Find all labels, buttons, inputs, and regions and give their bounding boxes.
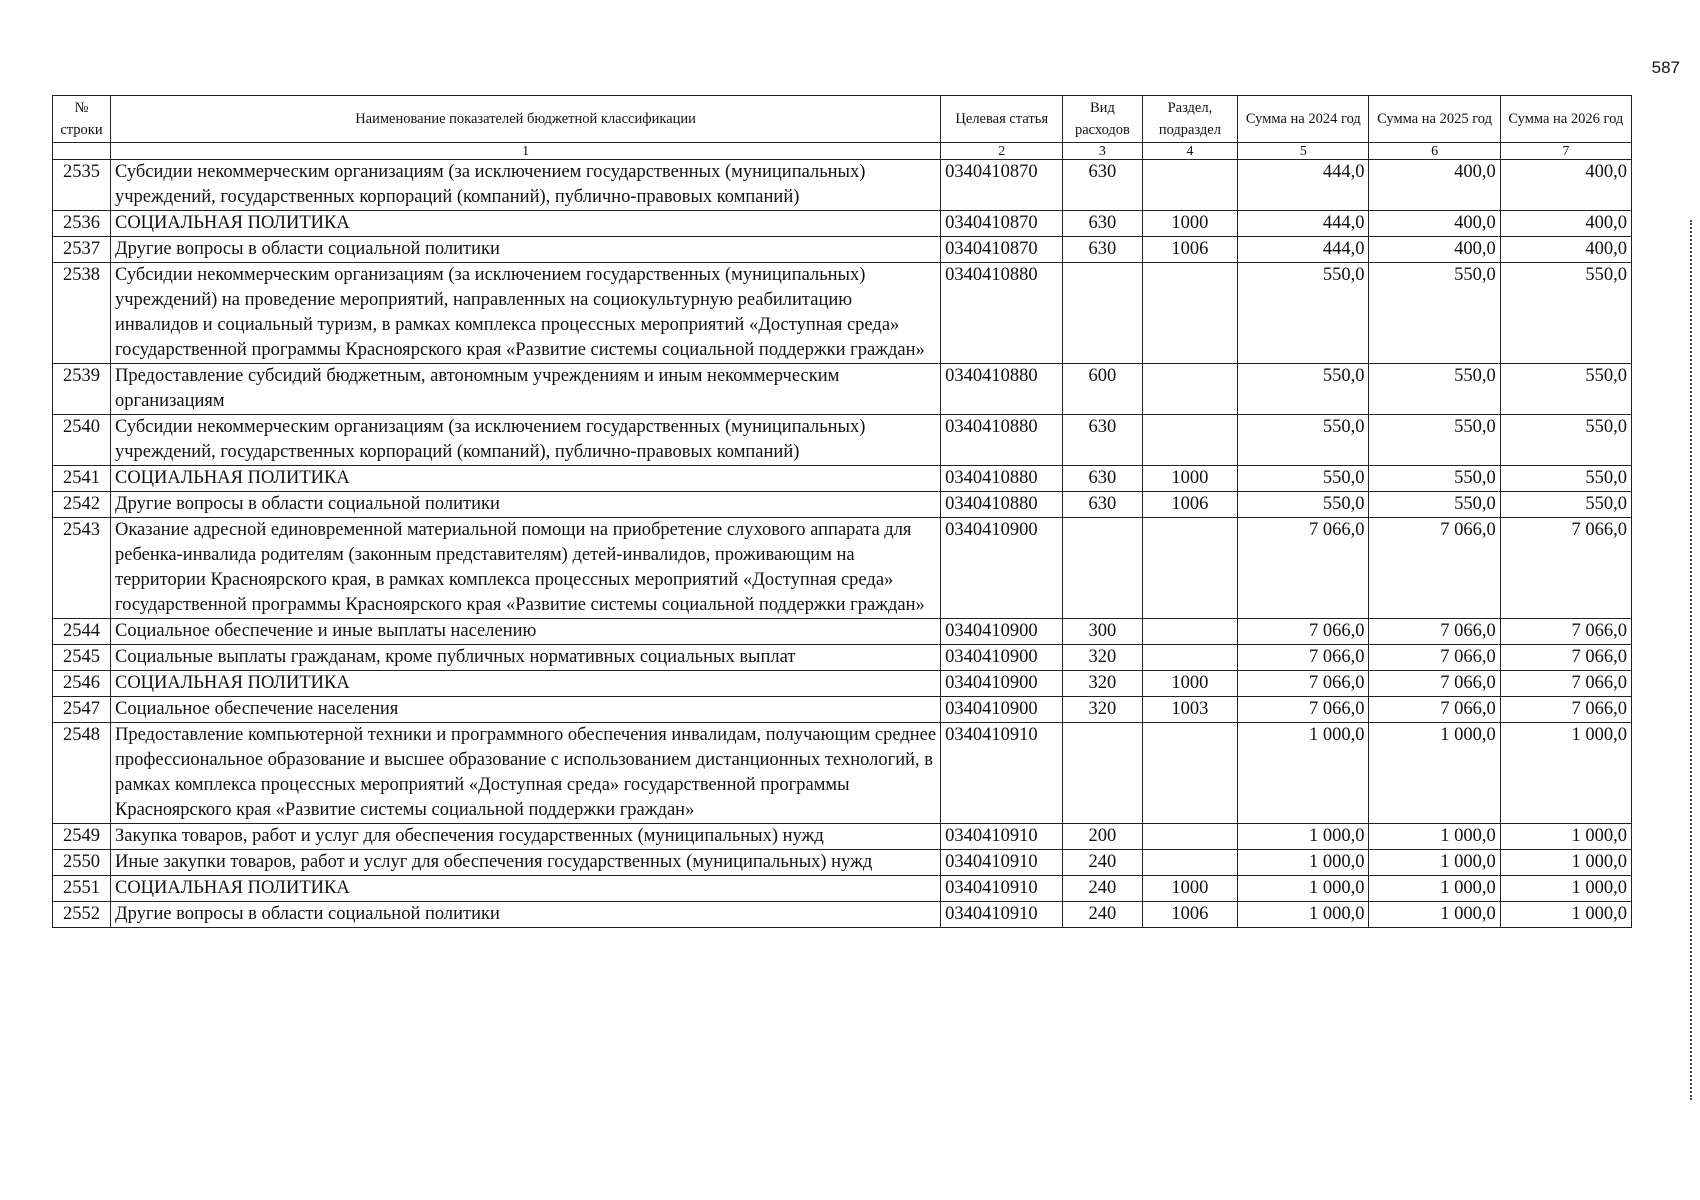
sum-2025-cell: 550,0: [1369, 415, 1500, 466]
target-article-cell: 0340410900: [941, 518, 1063, 619]
target-article-cell: 0340410880: [941, 466, 1063, 492]
column-number: [53, 143, 111, 160]
sum-2024-cell: 1 000,0: [1238, 902, 1369, 928]
indicator-name-cell: СОЦИАЛЬНАЯ ПОЛИТИКА: [110, 876, 940, 902]
header-sum-2024: Сумма на 2024 год: [1238, 96, 1369, 143]
table-row: [53, 211, 1632, 237]
sum-2024-cell: 444,0: [1238, 160, 1369, 211]
sum-2024-cell: 1 000,0: [1238, 876, 1369, 902]
table-row: [53, 619, 1632, 645]
header-row-number: № строки: [53, 96, 111, 143]
expense-type-cell: 630: [1063, 160, 1142, 211]
sum-2026-cell: 400,0: [1500, 237, 1631, 263]
expense-type-cell: [1063, 518, 1142, 619]
indicator-name-cell: СОЦИАЛЬНАЯ ПОЛИТИКА: [110, 671, 940, 697]
row-number-cell: 2546: [53, 671, 111, 697]
sum-2025-cell: 7 066,0: [1369, 619, 1500, 645]
scan-edge-marks: [1690, 220, 1696, 1100]
section-code-cell: 1000: [1142, 466, 1238, 492]
row-number-cell: 2549: [53, 824, 111, 850]
section-code-cell: 1006: [1142, 902, 1238, 928]
sum-2024-cell: 550,0: [1238, 415, 1369, 466]
sum-2025-cell: 550,0: [1369, 364, 1500, 415]
expense-type-cell: 320: [1063, 645, 1142, 671]
table-row: [53, 237, 1632, 263]
sum-2024-cell: 7 066,0: [1238, 518, 1369, 619]
sum-2025-cell: 1 000,0: [1369, 902, 1500, 928]
sum-2025-cell: 550,0: [1369, 466, 1500, 492]
sum-2026-cell: 7 066,0: [1500, 671, 1631, 697]
sum-2026-cell: 1 000,0: [1500, 902, 1631, 928]
sum-2024-cell: 7 066,0: [1238, 619, 1369, 645]
row-number-cell: 2552: [53, 902, 111, 928]
sum-2026-cell: 1 000,0: [1500, 850, 1631, 876]
target-article-cell: 0340410880: [941, 492, 1063, 518]
table-row: [53, 364, 1632, 415]
section-code-cell: [1142, 364, 1238, 415]
column-number-row: [53, 143, 1632, 160]
sum-2024-cell: 550,0: [1238, 364, 1369, 415]
column-number: 6: [1369, 143, 1500, 160]
sum-2024-cell: 550,0: [1238, 492, 1369, 518]
indicator-name-cell: Другие вопросы в области социальной политики: [110, 902, 940, 928]
indicator-name-cell: Другие вопросы в области социальной политики: [110, 237, 940, 263]
header-section: Раздел, подраздел: [1142, 96, 1238, 143]
row-number-cell: 2544: [53, 619, 111, 645]
page-number: 587: [1651, 58, 1680, 77]
row-number-cell: 2536: [53, 211, 111, 237]
sum-2024-cell: 444,0: [1238, 211, 1369, 237]
sum-2025-cell: 400,0: [1369, 211, 1500, 237]
target-article-cell: 0340410880: [941, 263, 1063, 364]
row-number-cell: 2537: [53, 237, 111, 263]
column-number: 1: [110, 143, 940, 160]
section-code-cell: 1000: [1142, 876, 1238, 902]
expense-type-cell: 630: [1063, 415, 1142, 466]
expense-type-cell: [1063, 723, 1142, 824]
indicator-name-cell: Иные закупки товаров, работ и услуг для обеспечения государственных (муниципальных) нужд: [110, 850, 940, 876]
sum-2026-cell: 550,0: [1500, 263, 1631, 364]
target-article-cell: 0340410900: [941, 619, 1063, 645]
sum-2026-cell: 400,0: [1500, 160, 1631, 211]
indicator-name-cell: Социальные выплаты гражданам, кроме публичных нормативных социальных выплат: [110, 645, 940, 671]
indicator-name-cell: Субсидии некоммерческим организациям (за исключением государственных (муниципальных) учреждений, государственных корпораций (компаний), публично-правовых компаний): [110, 415, 940, 466]
sum-2024-cell: 1 000,0: [1238, 824, 1369, 850]
sum-2024-cell: 1 000,0: [1238, 850, 1369, 876]
sum-2026-cell: 1 000,0: [1500, 824, 1631, 850]
target-article-cell: 0340410910: [941, 723, 1063, 824]
sum-2026-cell: 550,0: [1500, 415, 1631, 466]
table-row: [53, 850, 1632, 876]
table-row: [53, 645, 1632, 671]
target-article-cell: 0340410910: [941, 850, 1063, 876]
section-code-cell: 1003: [1142, 697, 1238, 723]
target-article-cell: 0340410910: [941, 824, 1063, 850]
expense-type-cell: 300: [1063, 619, 1142, 645]
indicator-name-cell: Предоставление субсидий бюджетным, автономным учреждениям и иным некоммерческим организациям: [110, 364, 940, 415]
column-number: 2: [941, 143, 1063, 160]
sum-2024-cell: 7 066,0: [1238, 645, 1369, 671]
expense-type-cell: 320: [1063, 697, 1142, 723]
sum-2024-cell: 7 066,0: [1238, 671, 1369, 697]
column-number: 5: [1238, 143, 1369, 160]
row-number-cell: 2550: [53, 850, 111, 876]
sum-2025-cell: 7 066,0: [1369, 518, 1500, 619]
table-row: [53, 671, 1632, 697]
expense-type-cell: 240: [1063, 876, 1142, 902]
target-article-cell: 0340410870: [941, 160, 1063, 211]
header-expense-type: Вид расходов: [1063, 96, 1142, 143]
sum-2024-cell: 7 066,0: [1238, 697, 1369, 723]
header-name: Наименование показателей бюджетной классификации: [110, 96, 940, 143]
section-code-cell: [1142, 160, 1238, 211]
indicator-name-cell: Предоставление компьютерной техники и программного обеспечения инвалидам, получающим среднее профессиональное образование и высшее образование с использованием дистанционных технологий, в рамках комплекса процессных мероприятий «Доступная среда» государственной программы Красноярского края «Развитие системы социальной поддержки граждан»: [110, 723, 940, 824]
expense-type-cell: 240: [1063, 850, 1142, 876]
expense-type-cell: 320: [1063, 671, 1142, 697]
sum-2025-cell: 400,0: [1369, 237, 1500, 263]
sum-2026-cell: 7 066,0: [1500, 697, 1631, 723]
section-code-cell: 1006: [1142, 492, 1238, 518]
section-code-cell: [1142, 518, 1238, 619]
row-number-cell: 2543: [53, 518, 111, 619]
sum-2025-cell: 1 000,0: [1369, 824, 1500, 850]
row-number-cell: 2535: [53, 160, 111, 211]
indicator-name-cell: Другие вопросы в области социальной политики: [110, 492, 940, 518]
expense-type-cell: 630: [1063, 492, 1142, 518]
table-row: [53, 876, 1632, 902]
target-article-cell: 0340410870: [941, 237, 1063, 263]
sum-2026-cell: 550,0: [1500, 466, 1631, 492]
table-row: [53, 723, 1632, 824]
table-row: [53, 492, 1632, 518]
section-code-cell: [1142, 850, 1238, 876]
budget-table: [52, 95, 1632, 928]
sum-2024-cell: 550,0: [1238, 263, 1369, 364]
expense-type-cell: 630: [1063, 211, 1142, 237]
expense-type-cell: 240: [1063, 902, 1142, 928]
section-code-cell: [1142, 645, 1238, 671]
indicator-name-cell: Социальное обеспечение населения: [110, 697, 940, 723]
section-code-cell: [1142, 415, 1238, 466]
row-number-cell: 2545: [53, 645, 111, 671]
indicator-name-cell: СОЦИАЛЬНАЯ ПОЛИТИКА: [110, 211, 940, 237]
table-row: [53, 824, 1632, 850]
table-row: [53, 466, 1632, 492]
row-number-cell: 2547: [53, 697, 111, 723]
indicator-name-cell: СОЦИАЛЬНАЯ ПОЛИТИКА: [110, 466, 940, 492]
header-sum-2026: Сумма на 2026 год: [1500, 96, 1631, 143]
sum-2026-cell: 550,0: [1500, 364, 1631, 415]
row-number-cell: 2542: [53, 492, 111, 518]
sum-2025-cell: 400,0: [1369, 160, 1500, 211]
sum-2024-cell: 444,0: [1238, 237, 1369, 263]
row-number-cell: 2541: [53, 466, 111, 492]
target-article-cell: 0340410900: [941, 671, 1063, 697]
table-body: [53, 160, 1632, 928]
sum-2026-cell: 1 000,0: [1500, 723, 1631, 824]
table-row: [53, 415, 1632, 466]
expense-type-cell: 200: [1063, 824, 1142, 850]
expense-type-cell: [1063, 263, 1142, 364]
row-number-cell: 2538: [53, 263, 111, 364]
section-code-cell: 1000: [1142, 211, 1238, 237]
sum-2025-cell: 550,0: [1369, 492, 1500, 518]
sum-2025-cell: 1 000,0: [1369, 876, 1500, 902]
column-number: 7: [1500, 143, 1631, 160]
section-code-cell: 1006: [1142, 237, 1238, 263]
column-number: 3: [1063, 143, 1142, 160]
table-row: [53, 160, 1632, 211]
expense-type-cell: 630: [1063, 466, 1142, 492]
header-target-article: Целевая статья: [941, 96, 1063, 143]
target-article-cell: 0340410900: [941, 697, 1063, 723]
indicator-name-cell: Закупка товаров, работ и услуг для обеспечения государственных (муниципальных) нужд: [110, 824, 940, 850]
indicator-name-cell: Субсидии некоммерческим организациям (за исключением государственных (муниципальных) учреждений) на проведение мероприятий, направленных на социокультурную реабилитацию инвалидов и социальный туризм, в рамках комплекса процессных мероприятий «Доступная среда» государственной программы Красноярского края «Развитие системы социальной поддержки граждан»: [110, 263, 940, 364]
expense-type-cell: 600: [1063, 364, 1142, 415]
column-number: 4: [1142, 143, 1238, 160]
indicator-name-cell: Социальное обеспечение и иные выплаты населению: [110, 619, 940, 645]
table-row: [53, 697, 1632, 723]
sum-2025-cell: 7 066,0: [1369, 645, 1500, 671]
target-article-cell: 0340410880: [941, 364, 1063, 415]
row-number-cell: 2548: [53, 723, 111, 824]
section-code-cell: [1142, 263, 1238, 364]
target-article-cell: 0340410870: [941, 211, 1063, 237]
sum-2025-cell: 7 066,0: [1369, 671, 1500, 697]
sum-2026-cell: 400,0: [1500, 211, 1631, 237]
table-row: [53, 902, 1632, 928]
section-code-cell: 1000: [1142, 671, 1238, 697]
sum-2025-cell: 1 000,0: [1369, 723, 1500, 824]
target-article-cell: 0340410880: [941, 415, 1063, 466]
row-number-cell: 2539: [53, 364, 111, 415]
sum-2025-cell: 7 066,0: [1369, 697, 1500, 723]
row-number-cell: 2551: [53, 876, 111, 902]
sum-2025-cell: 1 000,0: [1369, 850, 1500, 876]
sum-2025-cell: 550,0: [1369, 263, 1500, 364]
table-row: [53, 518, 1632, 619]
section-code-cell: [1142, 723, 1238, 824]
target-article-cell: 0340410910: [941, 876, 1063, 902]
header-row: [53, 96, 1632, 143]
table-row: [53, 263, 1632, 364]
sum-2026-cell: 1 000,0: [1500, 876, 1631, 902]
sum-2026-cell: 550,0: [1500, 492, 1631, 518]
sum-2026-cell: 7 066,0: [1500, 619, 1631, 645]
section-code-cell: [1142, 824, 1238, 850]
indicator-name-cell: Оказание адресной единовременной материальной помощи на приобретение слухового аппарата для ребенка-инвалида родителям (законным представителям) детей-инвалидов, проживающим на территории Красноярского края, в рамках комплекса процессных мероприятий «Доступная среда» государственной программы Красноярского края «Развитие системы социальной поддержки граждан»: [110, 518, 940, 619]
sum-2026-cell: 7 066,0: [1500, 518, 1631, 619]
expense-type-cell: 630: [1063, 237, 1142, 263]
sum-2026-cell: 7 066,0: [1500, 645, 1631, 671]
target-article-cell: 0340410900: [941, 645, 1063, 671]
sum-2024-cell: 550,0: [1238, 466, 1369, 492]
indicator-name-cell: Субсидии некоммерческим организациям (за исключением государственных (муниципальных) учреждений, государственных корпораций (компаний), публично-правовых компаний): [110, 160, 940, 211]
section-code-cell: [1142, 619, 1238, 645]
target-article-cell: 0340410910: [941, 902, 1063, 928]
sum-2024-cell: 1 000,0: [1238, 723, 1369, 824]
row-number-cell: 2540: [53, 415, 111, 466]
header-sum-2025: Сумма на 2025 год: [1369, 96, 1500, 143]
